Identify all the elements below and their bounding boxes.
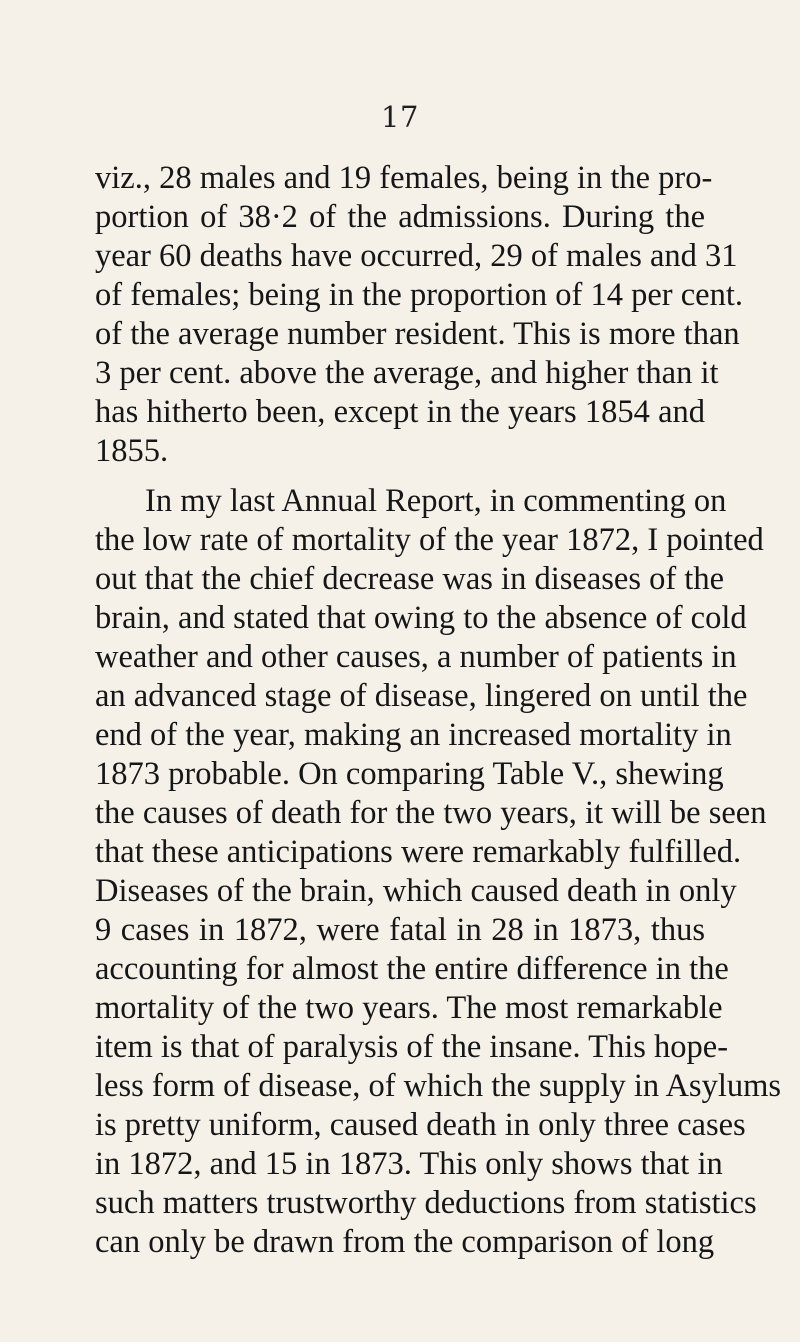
text-line: 1873 probable. On comparing Table V., shewing [95, 756, 724, 792]
text-line: brain, and stated that owing to the absence of cold [95, 600, 747, 636]
text-line: out that the chief decrease was in diseases of the [95, 561, 724, 597]
text-line: 3 per cent. above the average, and higher than it [95, 355, 719, 391]
text-line: year 60 deaths have occurred, 29 of males and 31 [95, 238, 738, 274]
text-line: that these anticipations were remarkably fulfilled. [95, 834, 742, 870]
text-line: can only be drawn from the comparison of long [95, 1224, 715, 1260]
text-line: 9 cases in 1872, were fatal in 28 in 1873, thus [95, 912, 705, 948]
text-line: an advanced stage of disease, lingered on until the [95, 678, 748, 714]
text-line: accounting for almost the entire difference in the [95, 951, 729, 987]
text-line: 1855. [95, 433, 169, 469]
text-line: in 1872, and 15 in 1873. This only shows that in [95, 1146, 723, 1182]
text-line: of the average number resident. This is more than [95, 316, 740, 352]
text-line: such matters trustworthy deductions from statistics [95, 1185, 757, 1221]
text-line: item is that of paralysis of the insane. This hope- [95, 1029, 729, 1065]
text-line: of females; being in the proportion of 14 per cent. [95, 277, 744, 313]
text-line: Diseases of the brain, which caused death in only [95, 873, 737, 909]
text-line: less form of disease, of which the supply in Asylums [95, 1068, 782, 1104]
text-line: viz., 28 males and 19 females, being in the pro- [95, 160, 713, 196]
text-line: is pretty uniform, caused death in only three cases [95, 1107, 746, 1143]
text-line: weather and other causes, a number of patients in [95, 639, 737, 675]
text-line: end of the year, making an increased mortality in [95, 717, 732, 753]
text-line: portion of 38·2 of the admissions. During the [95, 199, 705, 235]
text-line: the low rate of mortality of the year 1872, I pointed [95, 522, 764, 558]
text-line: has hitherto been, except in the years 1854 and [95, 394, 705, 430]
text-line: the causes of death for the two years, it will be seen [95, 795, 767, 831]
text-line: mortality of the two years. The most remarkable [95, 990, 723, 1026]
paragraph-first-line: In my last Annual Report, in commenting on [145, 483, 727, 519]
page-number: 17 [381, 100, 419, 134]
